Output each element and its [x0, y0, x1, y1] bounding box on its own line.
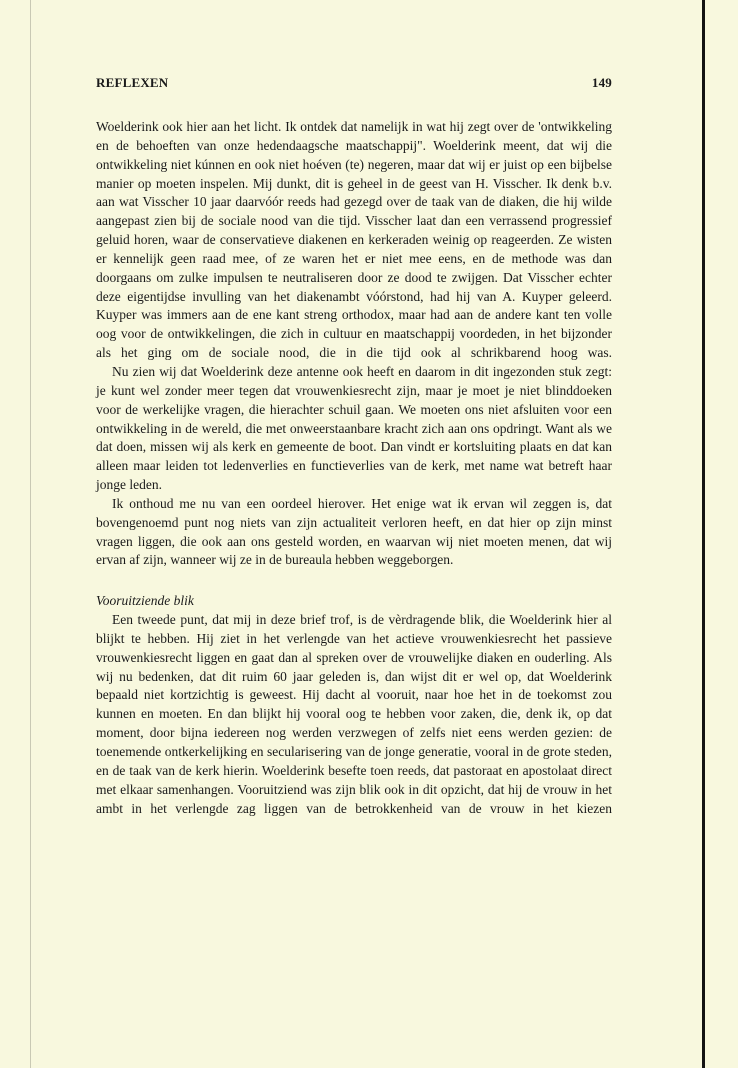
paragraph-1: Woelderink ook hier aan het licht. Ik ontdek dat namelijk in wat hij zegt over de 'ontwikkeling en de behoeften van onze hedendaagsche maatschappij". Woelderink meent, dat wij die ontwikkeling niet kúnnen en ook niet hoéven (te) negeren, maar dat wij er juist op een bijbelse manier op moeten inspelen. Mij dunkt, dit is geheel in de geest van H. Visscher. Ik denk b.v. aan wat Visscher 10 jaar daarvóór reeds had gezegd over de taak van de diaken, die hij wilde aangepast zien bij de sociale nood van die tijd. Visscher laat dan een verrassend progressief geluid horen, waar de conservatieve diakenen en kerkeraden weinig op reageerden. Ze wisten er kennelijk geen raad mee, of ze waren het er niet mee eens, en de methode was dan doorgaans om zulke impulsen te neutraliseren door ze dood te zwijgen. Dat Visscher echter deze eigentijdse invulling van het diakenambt vóórstond, had hij van A. Kuyper geleerd. Kuyper was immers aan de ene kant streng orthodox, maar had aan de andere kant ten volle oog voor de ontwikkelingen, die zich in cultuur en maatschappij voordeden, in het bijzonder als het ging om de sociale nood, die in die tijd ook al schrikbarend hoog was. [96, 119, 612, 361]
page-number: 149 [591, 75, 612, 90]
running-head [96, 75, 612, 93]
left-page-edge [30, 0, 31, 1068]
right-scan-border [702, 0, 705, 1068]
paragraph-3: Ik onthoud me nu van een oordeel hierover. Het enige wat ik ervan wil zeggen is, dat bovengenoemd punt nog niets van zijn actualiteit verloren heeft, en dat hier op zijn minst vragen liggen, die ook aan ons gesteld worden, en waarvan wij niet moeten menen, dat wij ervan af zijn, wanneer wij ze in de bureaula hebben weggeborgen. [96, 495, 612, 568]
section-heading: Vooruitziende blik [96, 593, 194, 609]
paragraph-2: Nu zien wij dat Woelderink deze antenne ook heeft en daarom in dit ingezonden stuk zegt: je kunt wel zonder meer tegen dat vrouwenkiesrecht zijn, maar je moet je niet blinddoeken voor de werkelijke vragen, die hierachter schuil gaan. We moeten ons niet afsluiten voor een ontwikkeling in de wereld, die met onweerstaanbare kracht zich aan ons opdringt. Want als we dat doen, missen wij als kerk en gemeente de boot. Dan vindt er kortsluiting plaats en dat kan alleen maar leiden tot ledenverlies en functieverlies van de kerk, met name wat betreft haar jonge leden. [96, 363, 612, 493]
body-text [96, 118, 612, 818]
paragraph-4: Een tweede punt, dat mij in deze brief trof, is de vèrdragende blik, die Woelderink hier al blijkt te hebben. Hij ziet in het verlengde van het actieve vrouwenkiesrecht het passieve vrouwenkiesrecht liggen en gaat dan al spreken over de vrouwelijke diaken en ouderling. Als wij nu bedenken, dat dit ruim 60 jaar geleden is, dan wijst dit er wel op, dat Woelderink bepaald niet kortzichtig is geweest. Hij dacht al vooruit, naar hoe het in de toekomst zou kunnen en moeten. En dan blijkt hij vooral oog te hebben voor zaken, die, denk ik, op dat moment, door bijna iedereen nog werden verzwegen of zelfs niet eens werden gezien: de toenemende ontkerkelijking en secularisering van de jonge generatie, vooral in de grote steden, en de taak van de kerk hierin. Woelderink besefte toen reeds, dat pastoraat en apostolaat direct met elkaar samenhangen. Vooruitziend was zijn blik ook in dit opzicht, dat hij de vrouw in het ambt in het verlengde zag liggen van de betrokkenheid van de vrouw in het kiezen [96, 612, 612, 816]
document-page [96, 75, 612, 818]
running-head-title: REFLEXEN [96, 75, 169, 90]
